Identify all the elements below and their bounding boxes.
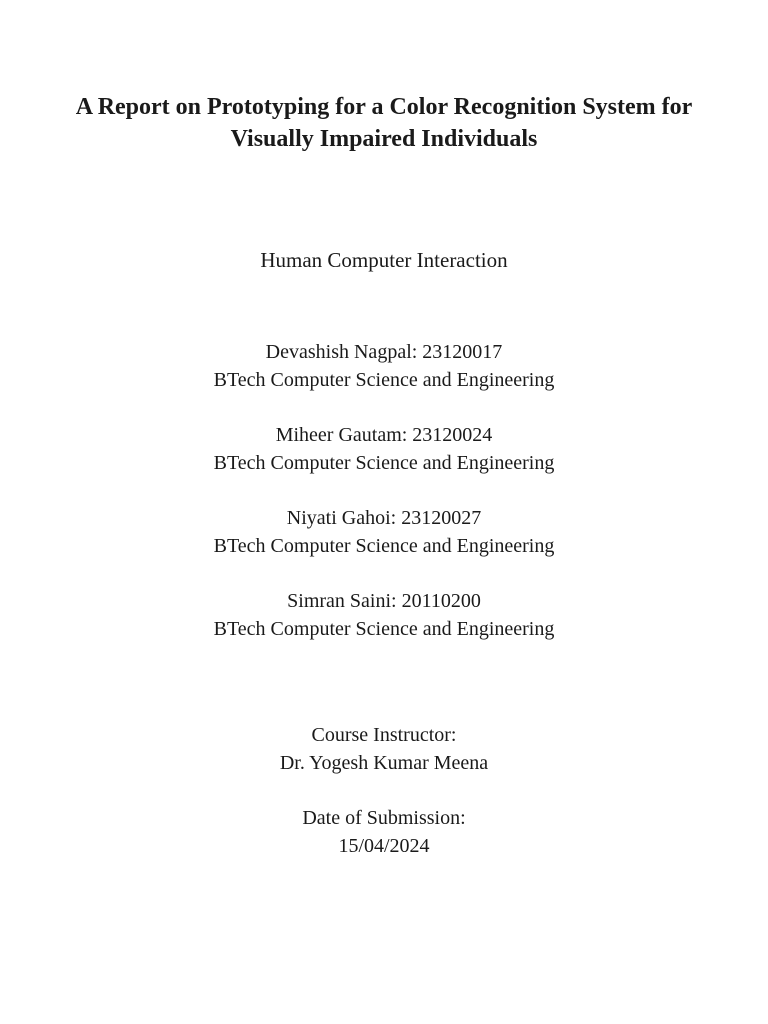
author-name-id: Niyati Gahoi: 23120027 xyxy=(286,507,482,529)
author-name-id: Devashish Nagpal: 23120017 xyxy=(265,341,503,363)
report-title: A Report on Prototyping for a Color Recognition System for Visually Impaired Individuals xyxy=(75,94,693,152)
submission-date-value: 15/04/2024 xyxy=(338,835,430,857)
submission-section xyxy=(0,804,768,860)
course-instructor-section xyxy=(0,721,768,777)
author-program: BTech Computer Science and Engineering xyxy=(213,452,555,474)
course-subtitle: Human Computer Interaction xyxy=(260,248,508,272)
course-instructor-name: Dr. Yogesh Kumar Meena xyxy=(279,752,489,774)
author-program: BTech Computer Science and Engineering xyxy=(213,369,555,391)
author-program: BTech Computer Science and Engineering xyxy=(213,535,555,557)
author-name-id: Simran Saini: 20110200 xyxy=(287,590,481,612)
author-entry xyxy=(0,504,768,560)
course-instructor-label: Course Instructor: xyxy=(311,724,457,746)
author-entry xyxy=(0,587,768,643)
author-entry xyxy=(0,338,768,394)
submission-date-label: Date of Submission: xyxy=(302,807,466,829)
author-list xyxy=(0,338,768,670)
author-program: BTech Computer Science and Engineering xyxy=(213,618,555,640)
author-entry xyxy=(0,421,768,477)
author-name-id: Miheer Gautam: 23120024 xyxy=(275,424,493,446)
